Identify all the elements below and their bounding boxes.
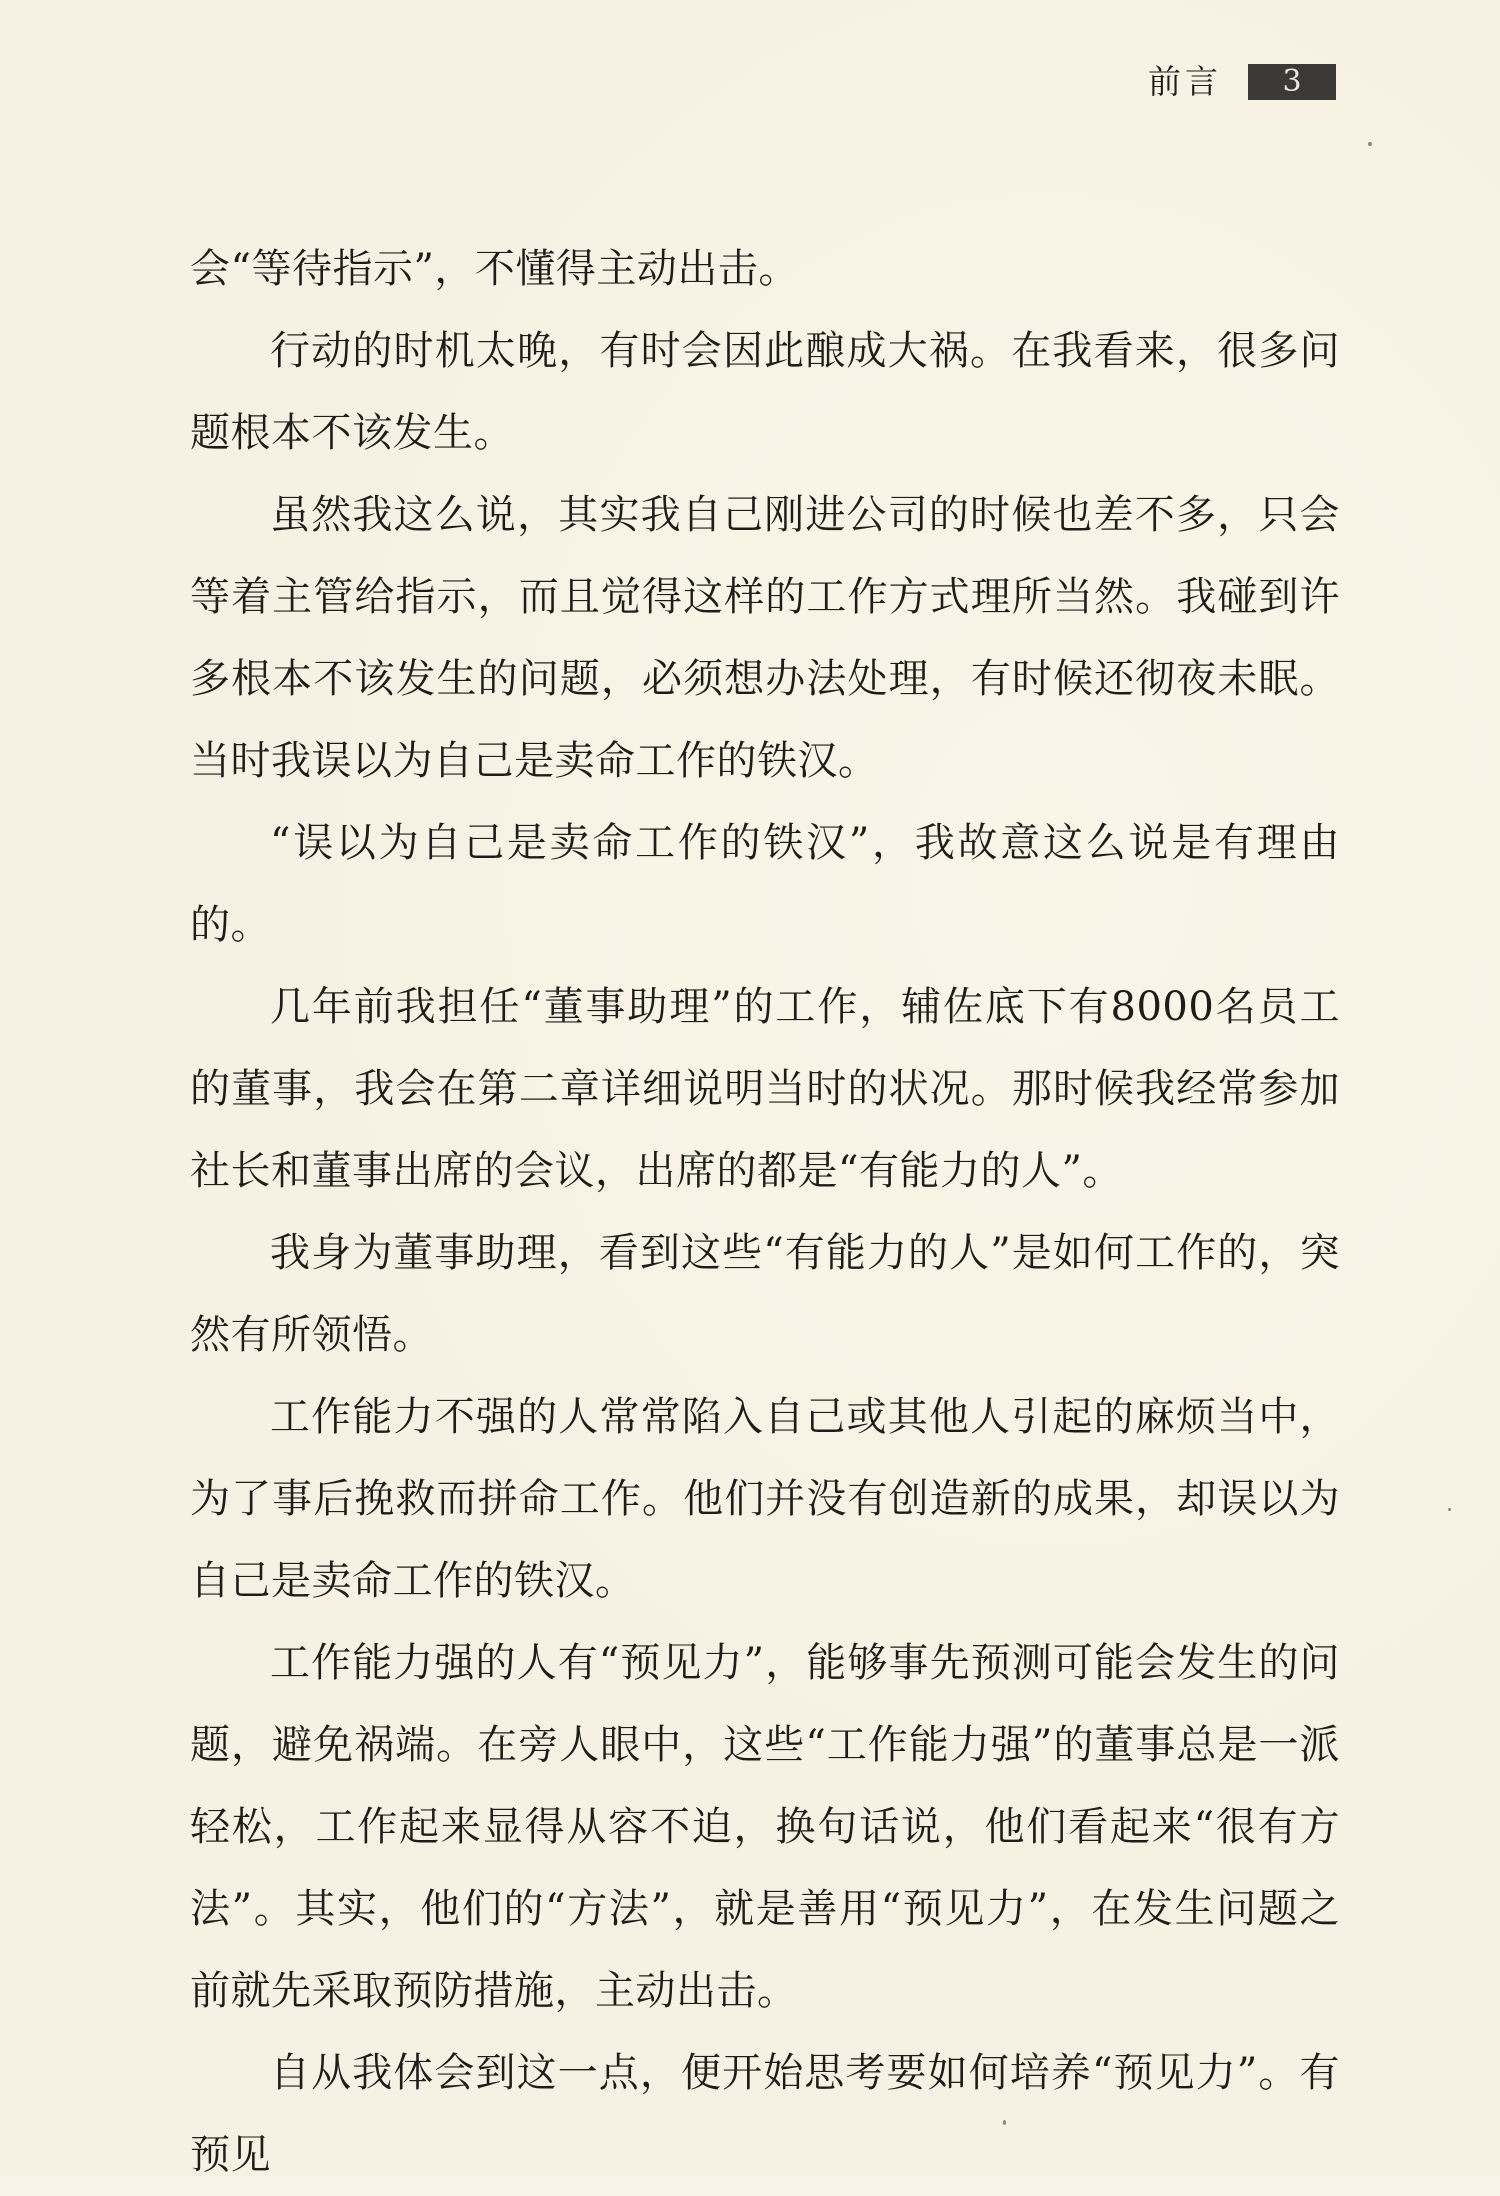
- paragraph: 工作能力不强的人常常陷入自己或其他人引起的麻烦当中，为了事后挽救而拼命工作。他们并没有创造新的成果，却误以为自己是卖命工作的铁汉。: [190, 1394, 1340, 1604]
- paragraph: 虽然我这么说，其实我自己刚进公司的时候也差不多，只会等着主管给指示，而且觉得这样的工作方式理所当然。我碰到许多根本不该发生的问题，必须想办法处理，有时候还彻夜未眠。当时我误以为自己是卖命工作的铁汉。: [190, 492, 1340, 784]
- page-number: 3: [1248, 64, 1336, 100]
- paper-speck: [1368, 142, 1372, 146]
- paragraph: 会“等待指示”，不懂得主动出击。: [190, 246, 799, 292]
- paragraph: 我身为董事助理，看到这些“有能力的人”是如何工作的，突然有所领悟。: [190, 1230, 1340, 1358]
- chapter-title: 前言: [1148, 62, 1222, 101]
- running-header: [1148, 62, 1336, 102]
- paragraph: 工作能力强的人有“预见力”，能够事先预测可能会发生的问题，避免祸端。在旁人眼中，这些“工作能力强”的董事总是一派轻松，工作起来显得从容不迫，换句话说，他们看起来“很有方法”。其实，他们的“方法”，就是善用“预见力”，在发生问题之前就先采取预防措施，主动出击。: [190, 1640, 1340, 2014]
- paragraph: 自从我体会到这一点，便开始思考要如何培养“预见力”。有预见: [190, 2050, 1340, 2178]
- paper-speck: [1448, 1508, 1451, 1511]
- body-text: [190, 228, 1340, 2196]
- paragraph: 几年前我担任“董事助理”的工作，辅佐底下有8000名员工的董事，我会在第二章详细说明当时的状况。那时候我经常参加社长和董事出席的会议，出席的都是“有能力的人”。: [190, 984, 1340, 1194]
- paper-speck: [1003, 2120, 1006, 2125]
- paragraph: 行动的时机太晚，有时会因此酿成大祸。在我看来，很多问题根本不该发生。: [190, 328, 1340, 456]
- paragraph: “误以为自己是卖命工作的铁汉”，我故意这么说是有理由的。: [190, 820, 1340, 948]
